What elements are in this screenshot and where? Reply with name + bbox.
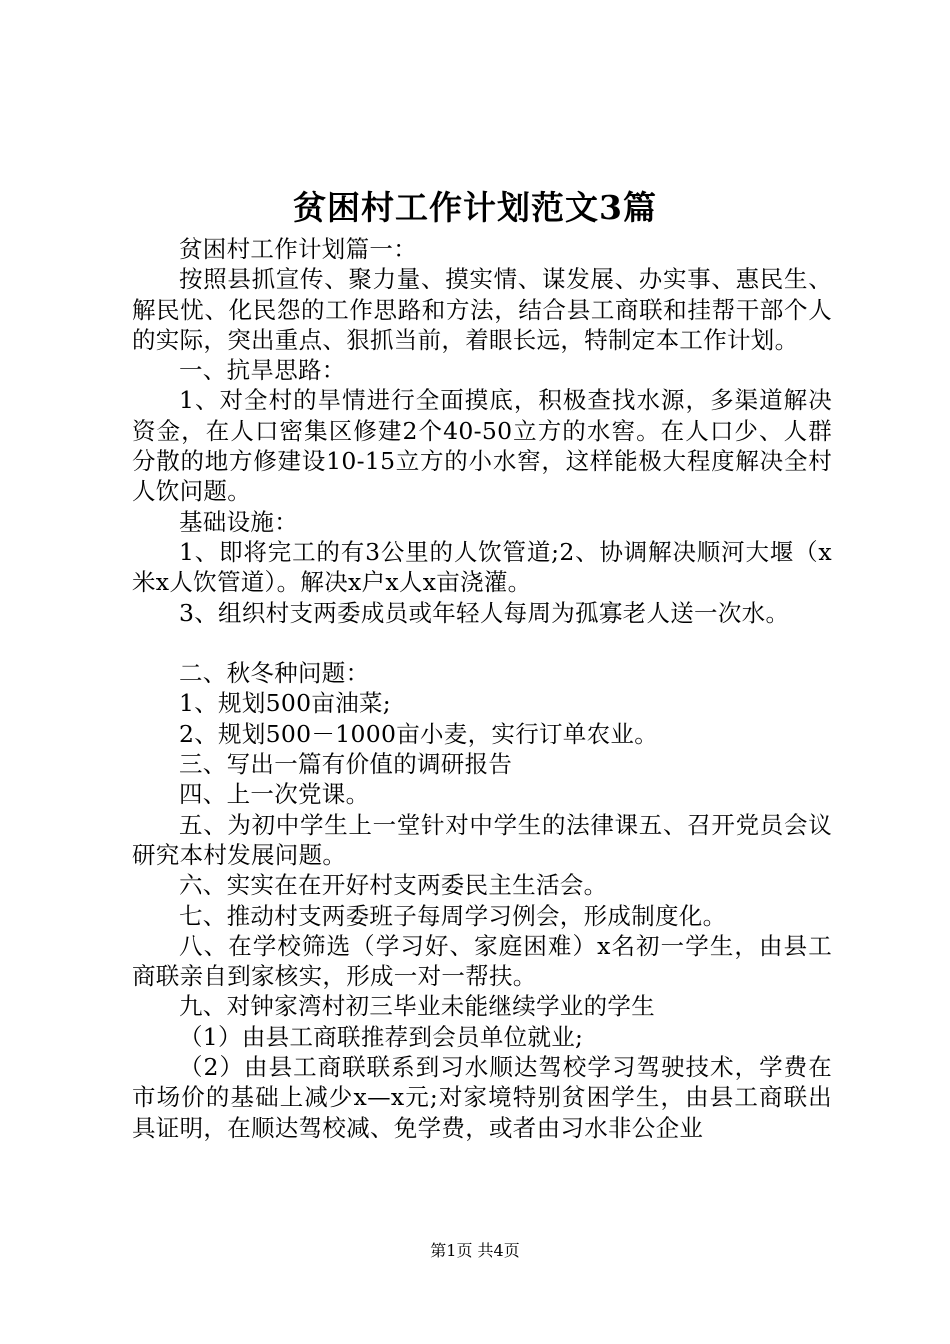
paragraph: 贫困村工作计划篇一： <box>179 235 417 263</box>
paragraph: 六、实实在在开好村支两委民主生活会。 <box>179 871 608 900</box>
paragraph: （2）由县工商联联系到习水顺达驾校学习驾驶技术，学费在市场价的基础上减少x—x元;对家境特别贫困学生，由县工商联出具证明，在顺达驾校减、免学费，或者由习水非公企业 <box>132 1053 832 1142</box>
paragraph: 1、即将完工的有3公里的人饮管道;2、协调解决顺河大堰（x米x人饮管道）。解决x户x人x亩浇灌。 <box>132 537 832 597</box>
paragraph: 三、写出一篇有价值的调研报告 <box>179 750 513 779</box>
paragraph: 七、推动村支两委班子每周学习例会，形成制度化。 <box>179 901 727 930</box>
paragraph: 基础设施： <box>179 507 298 536</box>
paragraph: 八、在学校筛选（学习好、家庭困难）x名初一学生，由县工商联亲自到家核实，形成一对一帮扶。 <box>132 931 832 991</box>
paragraph: 1、对全村的旱情进行全面摸底，积极查找水源，多渠道解决资金，在人口密集区修建2个40-50立方的水窖。在人口少、人群分散的地方修建设10-15立方的小水窖，这样能极大程度解决全村人饮问题。 <box>132 386 832 506</box>
paragraph: 按照县抓宣传、聚力量、摸实情、谋发展、办实事、惠民生、解民忧、化民怨的工作思路和方法，结合县工商联和挂帮干部个人的实际，突出重点、狠抓当前，着眼长远，特制定本工作计划。 <box>132 265 832 354</box>
blank-line <box>132 628 832 658</box>
document-body <box>132 234 832 1143</box>
paragraph: 四、上一次党课。 <box>179 780 370 809</box>
paragraph: 二、秋冬种问题： <box>179 659 370 688</box>
document-title: 贫困村工作计划范文3篇 <box>293 188 657 227</box>
paragraph: 五、为初中学生上一堂针对中学生的法律课五、召开党员会议研究本村发展问题。 <box>132 810 832 869</box>
page-footer: 第1页 共4页 <box>430 1241 520 1260</box>
paragraph: （1）由县工商联推荐到会员单位就业; <box>179 1022 584 1051</box>
paragraph: 一、抗旱思路： <box>179 356 346 385</box>
paragraph: 九、对钟家湾村初三毕业未能继续学业的学生 <box>179 992 655 1021</box>
paragraph: 3、组织村支两委成员或年轻人每周为孤寡老人送一次水。 <box>179 598 790 627</box>
paragraph: 2、规划500－1000亩小麦，实行订单农业。 <box>179 719 659 748</box>
paragraph: 1、规划500亩油菜; <box>179 689 392 718</box>
